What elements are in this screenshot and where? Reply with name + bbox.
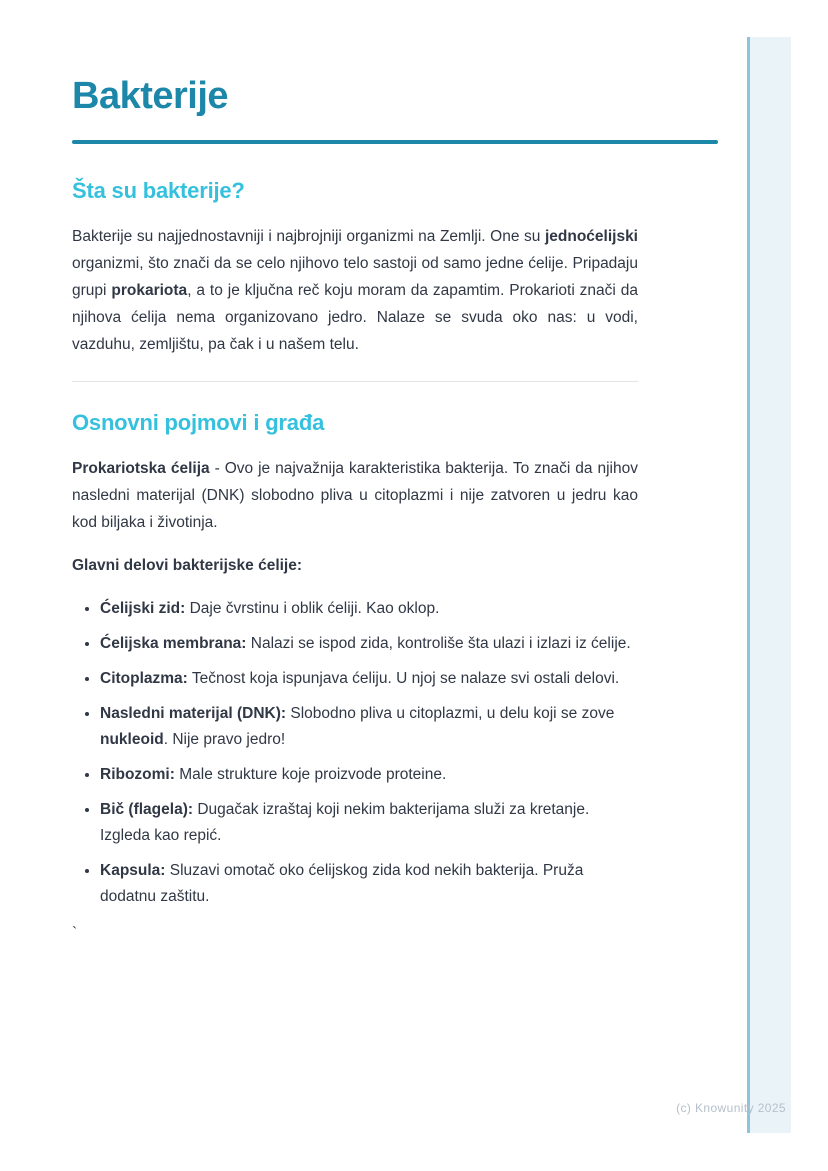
list-item-ribosomes [100, 762, 638, 788]
bullet-text: Nalazi se ispod zida, kontroliše šta ulazi i izlazi iz ćelije. [246, 635, 631, 652]
stray-character: ` [72, 925, 78, 942]
bullet-term: Ribozomi: [100, 766, 175, 783]
bullet-text-secondary: . Nije pravo jedro! [163, 731, 286, 748]
list-item-cytoplasm [100, 666, 638, 692]
text-run-bold: Prokariotska ćelija [72, 460, 210, 477]
text-run: , a to je ključna reč koju moram da zapamtim. Prokarioti znači da njihova ćelija nema organizovano jedro. Nalaze se svuda oko nas: u vodi, vazduhu, zemljištu, pa čak i u našem telu. [72, 282, 638, 353]
text-run-bold: jednoćelijski [544, 228, 638, 245]
page-title: Bakterije [72, 75, 229, 117]
bullet-text: Dugačak izraštaj koji nekim bakterijama služi za kretanje. Izgleda kao repić. [100, 801, 590, 844]
bullet-term: Ćelijska membrana: [100, 635, 247, 652]
bullet-text: Slobodno pliva u citoplazmi, u delu koji se zove [286, 705, 615, 722]
section-heading-what-are-bacteria: Šta su bakterije? [72, 178, 245, 203]
bullet-term: Nasledni materijal (DNK): [100, 705, 287, 722]
text-run: - Ovo je najvažnija karakteristika bakterija. To znači da njihov nasledni materijal (DNK) slobodno pliva u citoplazmi i nije zatvoren u jedru kao kod biljaka i životinja. [72, 460, 638, 531]
title-underline-rule [72, 140, 718, 144]
page-edge-stripe [747, 37, 791, 1133]
bullet-term: Bič (flagela): [100, 801, 194, 818]
bullet-text: Male strukture koje proizvode proteine. [174, 766, 447, 783]
bullet-text: Sluzavi omotač oko ćelijskog zida kod nekih bakterija. Pruža dodatnu zaštitu. [100, 862, 584, 905]
bullet-term-secondary: nukleoid [100, 731, 164, 748]
text-run: Bakterije su najjednostavniji i najbrojniji organizmi na Zemlji. One su [72, 228, 545, 245]
bullet-text: Tečnost koja ispunjava ćeliju. U njoj se nalaze svi ostali delovi. [187, 670, 620, 687]
bullet-term: Kapsula: [100, 862, 166, 879]
bullet-text: Daje čvrstinu i oblik ćeliji. Kao oklop. [185, 600, 440, 617]
cell-parts-list [72, 596, 638, 910]
footer-copyright: (c) Knowunity 2025 [676, 1101, 786, 1115]
bullet-term: Ćelijski zid: [100, 600, 186, 617]
prokaryotic-cell-paragraph [72, 455, 638, 536]
text-run: organizmi, što znači da se celo njihovo telo sastoji od samo jedne ćelije. Pripadaju grupi [72, 255, 638, 299]
list-item-flagellum [100, 797, 638, 849]
list-item-dna [100, 701, 638, 753]
bullet-term: Citoplazma: [100, 670, 188, 687]
text-run-bold: prokariota [111, 282, 188, 299]
list-item-cell-membrane [100, 631, 638, 657]
list-item-cell-wall [100, 596, 638, 622]
section-heading-basic-terms: Osnovni pojmovi i građa [72, 410, 325, 435]
document-content [72, 74, 638, 944]
intro-paragraph [72, 223, 638, 358]
section-divider [72, 381, 638, 382]
list-item-capsule [100, 858, 638, 910]
list-heading: Glavni delovi bakterijske ćelije: [72, 557, 303, 574]
